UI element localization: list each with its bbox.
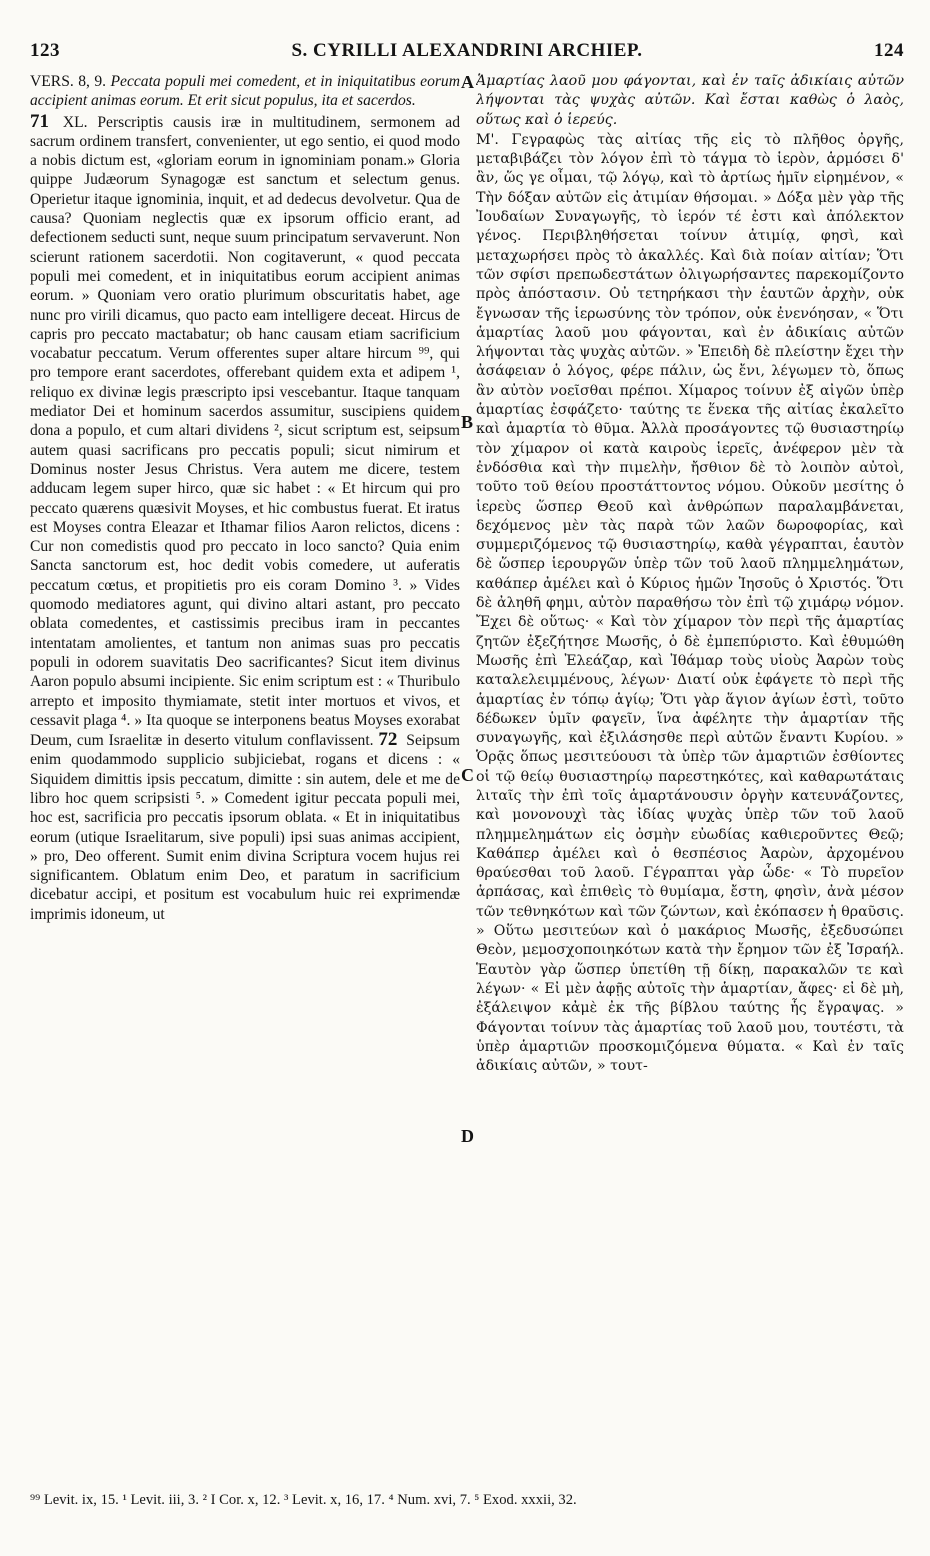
margin-letter-d: D (461, 1126, 474, 1146)
page-number-left: 123 (30, 40, 60, 61)
footnotes: ⁹⁹ Levit. ix, 15. ¹ Levit. iii, 3. ² I Cor. x, 12. ³ Levit. x, 16, 17. ⁴ Num. xvi, 7. ⁵ Exod. xxxii, 32. (30, 1492, 577, 1508)
latin-commentary (30, 112, 460, 924)
section-number: 71 (30, 110, 49, 132)
greek-verse-text: Ἁμαρτίας λαοῦ μου φάγονται, καὶ ἐν ταῖς ἀδικίαις αὐτῶν λήψονται τὰς ψυχὰς αὐτῶν. Καὶ ἔσται καθὼς ὁ λαὸς, οὕτως καὶ ὁ ἱερεύς. (476, 73, 904, 128)
latin-section-label: XL. (62, 113, 88, 131)
margin-letter-c: C (461, 765, 474, 785)
latin-body-1: Perscriptis causis iræ in multitudinem, sermonem ad sacrum ordinem transfert, convenienter, ut ego sentio, ei quod modo a nobis dictum est, «gloriam eorum in ignominiam ponam.» Gloria quippe Judæorum Synagogæ est sanctum et selectum genus. Operietur itaque ignominia, inquit, et ad dedecus devolvetur. Qua de causa? Quoniam neglectis quæ ex ipsorum officio erant, ad defectionem seducti sunt, neque suum principatum servaverunt. Non scierunt rationem sacerdotii. Non cogitaverunt, « quod peccata populi mei comedent, et in iniquitatibus eorum accipient animas eorum. » Quoniam vero oratio plurimum obscuritatis habet, age nunc pro virili dicamus, quo pacto eam intelligere deceat. Hircus de capris pro peccato mactabatur; ob hanc causam etiam sacrificium vocabatur peccatum. Verum offerentes super altare hircum ⁹⁹, qui pro tempore erant sacerdotes, offerebant quidem exta et adipem ¹, reliquo ex divinæ legis præscripto ipsi vescebantur. Itaque tanquam mediator Dei et hominum sacerdos assumitur, suscipiens quidem dona a populo, et cum altari dividens ², sicut scriptum est, seipsum autem quasi sacrificans pro peccatis populi; sicut nimirum et Dominus noster Jesus Christus. Vera autem me dicere, testem adducam legem super hirco, quæ sic habet : « Et hircum qui pro peccato quærens quæsivit Moyses, et hic combustus fuerat. Et iratus est Moyses contra Eleazar et Ithamar filios Aaron relictos, dicens : Cur non comedistis quod pro peccato in loco sancto? Quia enim Sancta sanctorum est, hoc dedit vobis comedere, ut auferatis peccatum cœtus, et propitietis pro eis coram Domino ³. » Vides quomodo mediatores agunt, qui divino altari astant, pro peccato oblata comedentes, et castissimis precibus iram in peccantes intentatam amolientes, et tantum non animas suas pro peccatis populi in odorem suavitatis Deo sacrificantes? Sicut item divinus Aaron populo absumi incipiente. Sic enim scriptum est : « Thuribulo arrepto et imposito thymiamate, stetit inter mortuos et vivos, et cessavit plaga ⁴. » Ita quoque se interponens beatus Moyses exorabat Deum, cum Israelitæ in deserto vitulum conflavissent. (30, 113, 460, 750)
latin-column (30, 72, 460, 1478)
latin-body-2: Seipsum enim quodammodo supplicio subjiciebat, rogans et dicens : « Siquidem dimittis ipsis peccatum, dimitte : sin autem, dele et me de libro hoc quem scripsisti ⁵. » Comedent igitur peccata populi mei, hoc est, sacrificia pro peccatis ipsorum oblata. « Et in iniquitatibus eorum (utique Israelitarum, sive populi) ipsi suas animas accipient, » pro, Deo offerent. Sumit enim divina Scriptura vocem hujus rei significantem. Oblatum enim Deo, et paratum in sacrificium dicebatur accipi, et positum est vocabulum huic rei exprimendæ imprimis idoneum, ut (30, 732, 460, 923)
running-title: S. CYRILLI ALEXANDRINI ARCHIEP. (291, 40, 643, 61)
latin-verse-label: VERS. 8, 9. (30, 73, 107, 90)
page-number-right: 124 (874, 40, 904, 61)
page-header (30, 32, 904, 66)
section-number-2: 72 (378, 729, 398, 751)
greek-body: Γεγραφὼς τὰς αἰτίας τῆς εἰς τὸ πλῆθος ὀργῆς, μεταβιβάζει τὸν λόγον ἐπὶ τὸ τάγμα τὸ ἱερὸν, ἁρμόσει δ' ἂν, ὥς γε οἶμαι, τῷ λόγῳ, καὶ τὸ ἀρτίως ἡμῖν εἰρημένον, « Τὴν δόξαν αὐτῶν εἰς ἀτιμίαν θήσομαι. » Δόξα μὲν γὰρ τῆς Ἰουδαίων Συναγωγῆς, τὸ ἱερόν τέ ἐστι καὶ ἀπόλεκτον γένος. Περιβληθήσεται τοίνυν ἀτιμίᾳ, φησὶ, καὶ μεταχωρήσει πρὸς τὸ ἀκαλλές. Καὶ διὰ ποίαν αἰτίαν; Ὅτι τῶν σφίσι πρεπωδεστάτων ὀλιγωρήσαντες παρεκομίζοντο πρὸς ἀπόστασιν. Οὐ τετηρήκασι τὴν ἑαυτῶν ἀρχὴν, οὐκ ἔγνωσαν τῆς ἱερωσύνης τὸν τρόπον, οὐκ ἐνενόησαν, « Ὅτι ἁμαρτίας λαοῦ μου φάγονται, καὶ ἐν ἀδικίαις αὐτῶν λήψονται τὰς ψυχὰς αὐτῶν. » Ἐπειδὴ δὲ πλείστην ἔχει τὴν ἀσάφειαν ὁ λόγος, φέρε πάλιν, ὡς ἔνι, λέγωμεν τὸ, ὅπως ἂν αὐτὸν νοεῖσθαι πρέποι. Χίμαρος τοίνυν ἐξ αἰγῶν ὑπὲρ ἁμαρτίας ἐσφάζετο· ταύτης τε ἕνεκα τῆς αἰτίας ἐκαλεῖτο καὶ ἁμαρτία τὸ θῦμα. Ἀλλὰ προσάγοντες τῷ θυσιαστηρίῳ τὸν χίμαρον οἱ κατὰ καιροὺς ἱερεῖς, ἀνέφερον μὲν τὰ ἐνδόσθια καὶ τὴν πιμελὴν, ἤσθιον δὲ τὸ λοιπὸν αὐτοὶ, τοῦτο τοῦ θείου προστάττοντος νόμου. Οὐκοῦν μεσίτης ὁ ἱερεὺς ὥσπερ Θεοῦ καὶ ἀνθρώπων παραλαμβάνεται, δεχόμενος μὲν τὰς παρὰ τῶν λαῶν δωροφορίας, καὶ συμμεριζόμενος τῷ θυσιαστηρίῳ, καθὰ γέγραπται, ἑαυτὸν δὲ ὥσπερ ἱερουργῶν ὑπὲρ τῶν τοῦ λαοῦ πλημμελημάτων, καθάπερ ἀμέλει καὶ ὁ Κύριος ἡμῶν Ἰησοῦς ὁ Χριστός. Ὅτι δὲ ἀληθῆ φημι, αὐτὸν παραθήσω τὸν ἐπὶ τῷ χιμάρῳ νόμον. Ἔχει δὲ οὕτως· « Καὶ τὸν χίμαρον τὸν περὶ τῆς ἁμαρτίας ζητῶν ἐξεζήτησε Μωσῆς, ὁ δὲ ἐμπεπύριστο. Καὶ ἐθυμώθη Μωσῆς ἐπὶ Ἐλεάζαρ, καὶ Ἰθάμαρ τοὺς υἱοὺς Ἀαρὼν τοὺς καταλελειμμένους, λέγων· Διατί οὐκ ἐφάγετε τὸ περὶ τῆς ἁμαρτίας ἐν τόπῳ ἁγίῳ; Ὅτι γὰρ ἅγιον ἁγίων ἐστὶ, τοῦτο δέδωκεν ὑμῖν φαγεῖν, ἵνα ἀφέλητε τὴν ἁμαρτίαν τῆς συναγωγῆς, καὶ ἐξιλάσησθε περὶ αὐτῶν ἔναντι Κυρίου. » Ὁρᾷς ὅπως μεσιτεύουσι τὰ ὑπὲρ τῶν ἁμαρτιῶν ἐσθίοντες οἱ τῷ θείῳ θυσιαστηρίῳ παρεστηκότες, καὶ καθαρωτάταις λιταῖς τὴν ἐπὶ τοῖς ἁμαρτάνουσιν ὀργὴν κατευνάζοντες, καὶ μονονουχὶ τὰς ἰδίας ψυχὰς ὑπὲρ τῶν τοῦ λαοῦ πλημμελημάτων εἰς ὀσμὴν εὐωδίας καθιεροῦντες Θεῷ; Καθάπερ ἀμέλει καὶ ὁ θεσπέσιος Ἀαρὼν, ἀρχομένου θραύεσθαι τοῦ λαοῦ. Γέγραπται γὰρ ὧδε· « Τὸ πυρεῖον ἁρπάσας, καὶ ἐπιθεὶς τὸ θυμίαμα, ἔστη, φησὶν, ἀνὰ μέσον τῶν τεθνηκότων καὶ τῶν ζώντων, καὶ ἐκόπασεν ἡ θραῦσις. » Οὕτω μεσιτεύων καὶ ὁ μακάριος Μωσῆς, ἐξεδυσώπει Θεὸν, μεμοσχοποιηκότων κατὰ τὴν ἔρημον τῶν ἐξ Ἰσραήλ. Ἑαυτὸν γὰρ ὥσπερ ὑπετίθη τῇ δίκῃ, παρακαλῶν τε καὶ λέγων· « Εἰ μὲν ἀφῇς αὐτοῖς τὴν ἁμαρτίαν, ἄφες· εἰ δὲ μὴ, ἐξάλειψον κἀμὲ ἐκ τῆς βίβλου ταύτης ἧς ἔγραψας. » Φάγονται τοίνυν τὰς ἁμαρτίας τοῦ λαοῦ μου, τουτέστι, τὰ ὑπὲρ ἁμαρτιῶν προσκομιζόμενα θύματα. « Καὶ ἐν ταῖς ἀδικίαις αὐτῶν, » τουτ- (476, 131, 904, 1075)
greek-commentary (476, 131, 904, 1077)
latin-verse-text: Peccata populi mei comedent, et in iniquitatibus eorum accipient animas eorum. Et erit sicut populus, ita et sacerdos. (30, 73, 460, 110)
latin-verse (30, 72, 460, 111)
greek-section-label: Μ'. (476, 131, 499, 148)
margin-letter-a: A (461, 72, 474, 92)
greek-column (476, 72, 904, 1478)
greek-verse (476, 72, 904, 130)
margin-letter-b: B (461, 412, 474, 432)
